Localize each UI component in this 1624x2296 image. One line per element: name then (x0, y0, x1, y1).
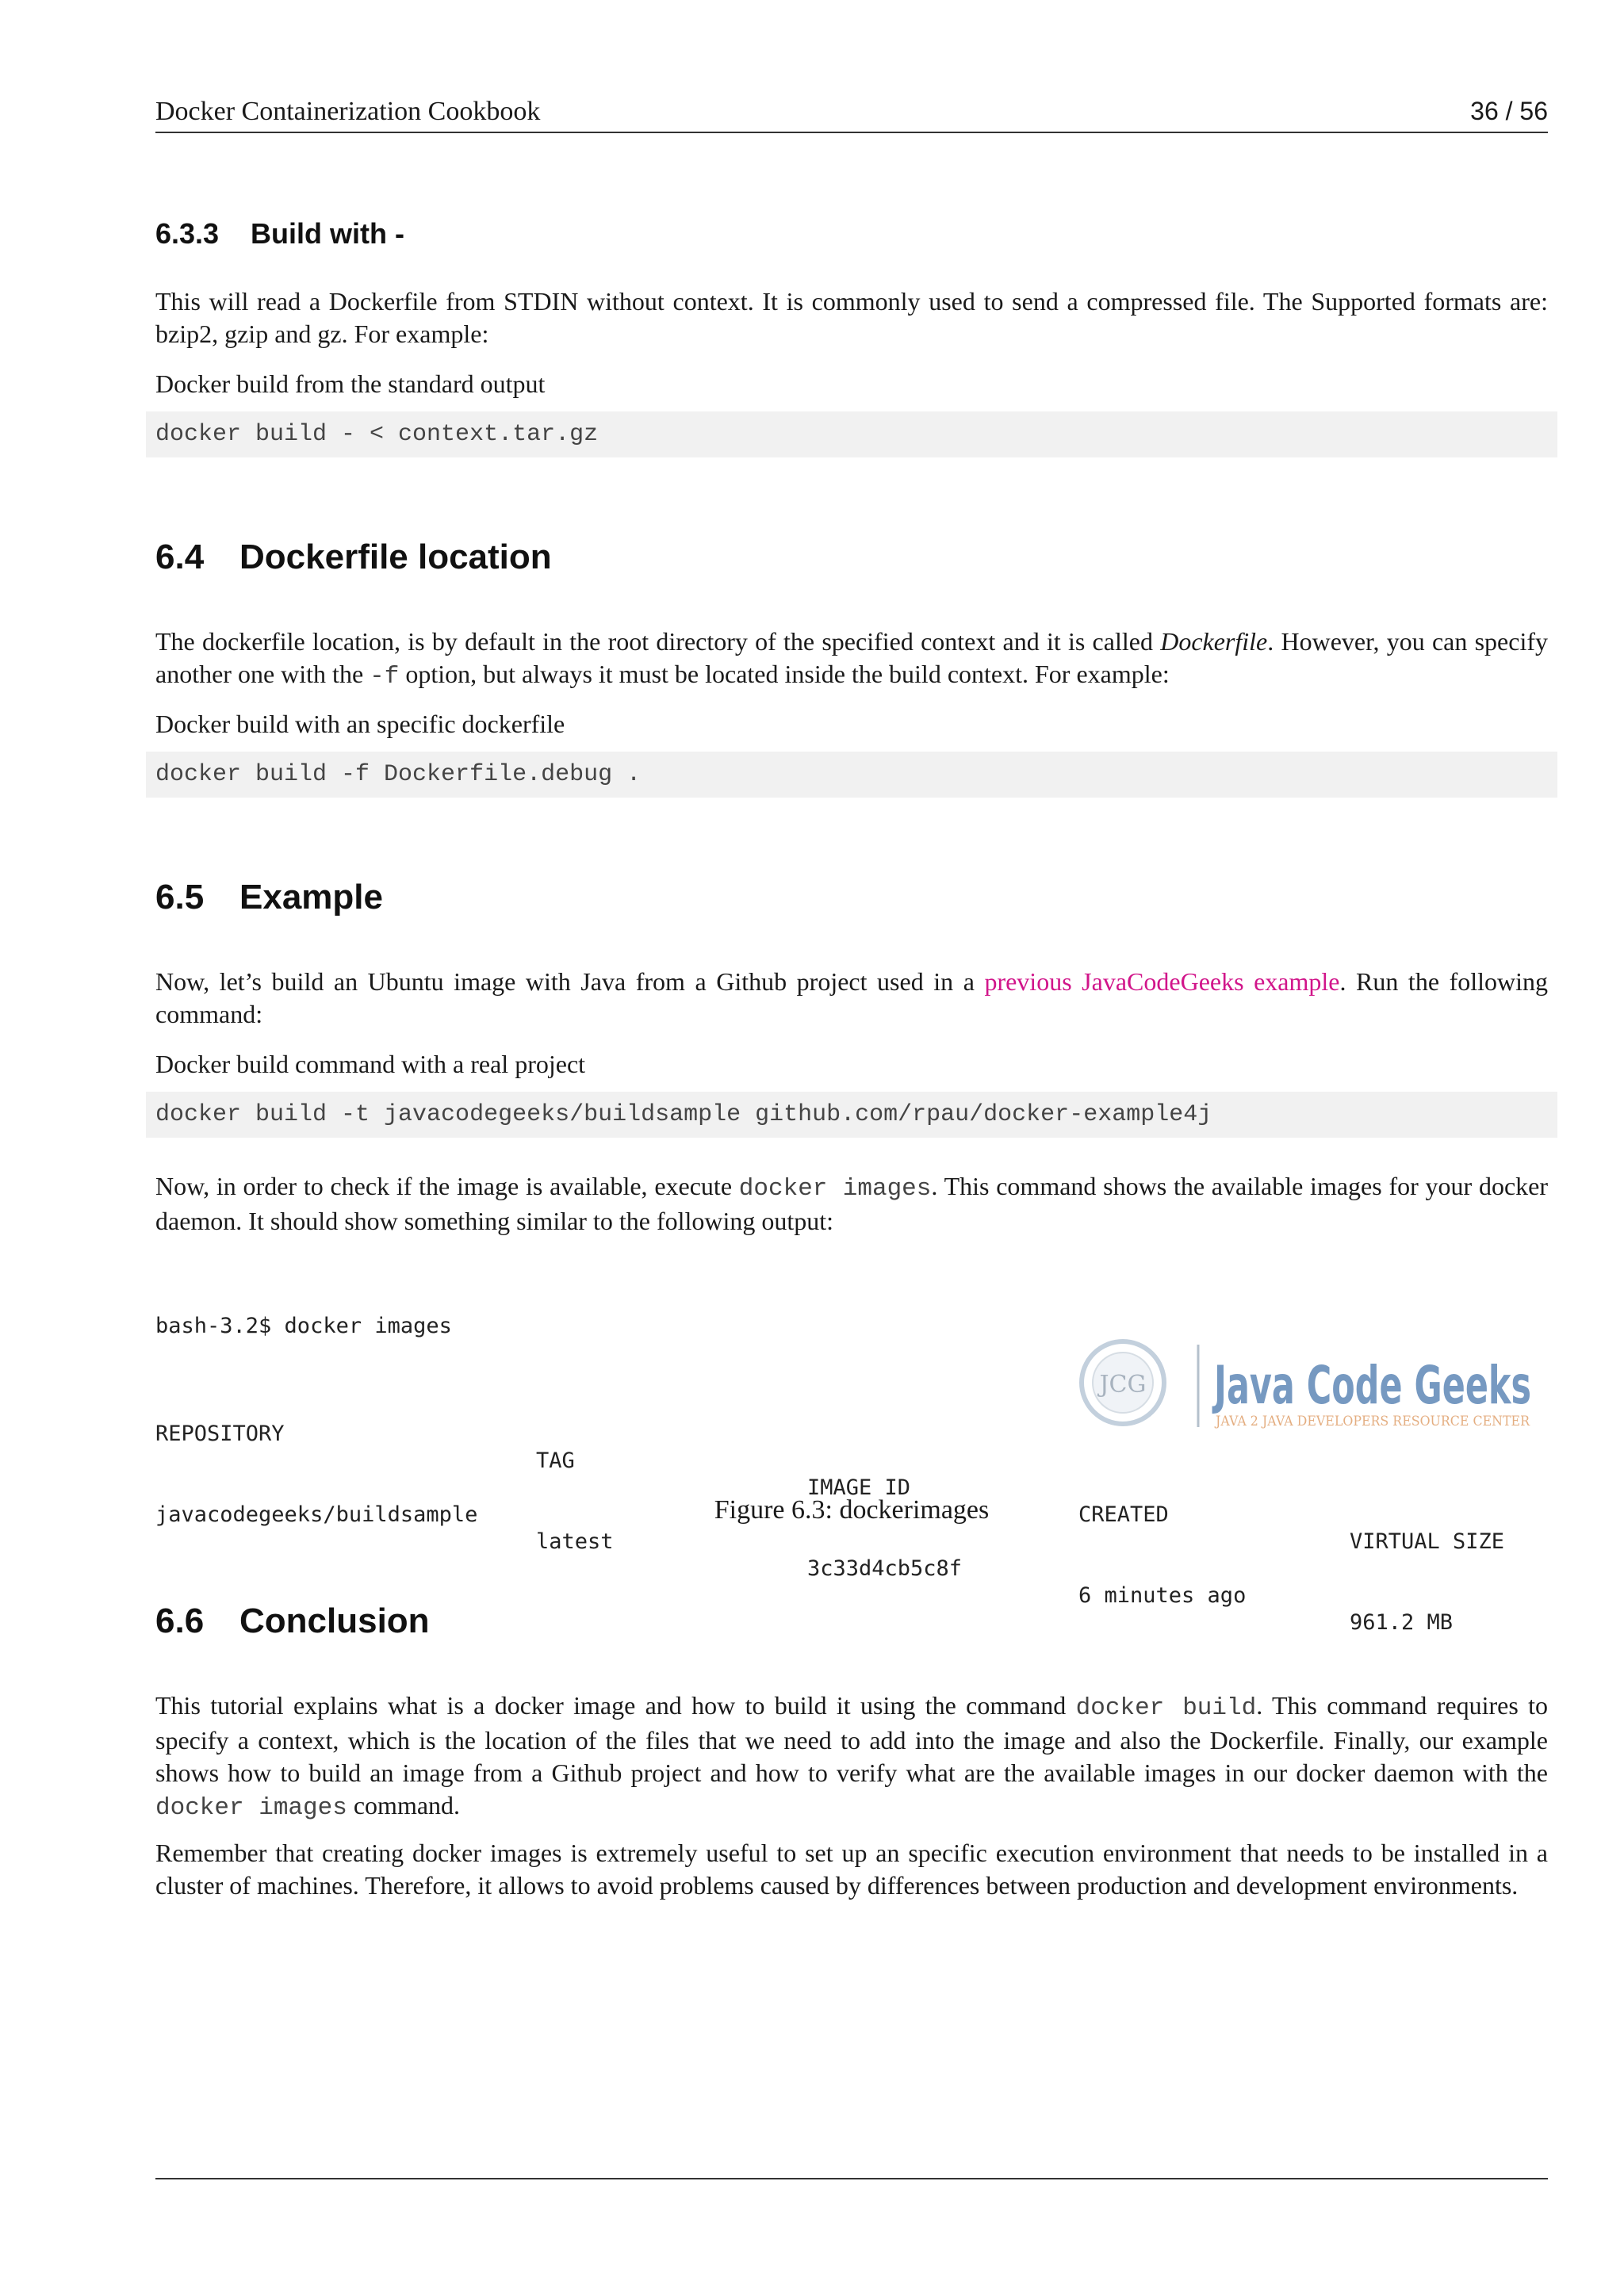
text-run: Now, in order to check if the image is available, execute (155, 1172, 739, 1200)
section-title: Build with - (251, 217, 404, 250)
section-number: 6.3.3 (155, 217, 220, 250)
column-header: CREATED (1078, 1502, 1169, 1527)
paragraph (155, 1170, 1548, 1238)
prompt-text: bash-3.2$ docker images (155, 1314, 452, 1338)
paragraph (155, 626, 1548, 693)
section-number: 6.5 (155, 878, 205, 916)
column-header: TAG (536, 1448, 575, 1473)
section-title: Conclusion (239, 1601, 430, 1640)
text-run: . This command requires to specify a context, which is the location of the files that we need to add into the image and also the Dockerfile. Finally, our example shows how to build an image from a Github project and how to verify what are the available images in our docker daemon with the (155, 1691, 1549, 1787)
code-caption: Docker build from the standard output (155, 369, 546, 398)
section-number: 6.4 (155, 538, 205, 576)
section-heading-6-3-3 (155, 217, 404, 251)
section-number: 6.6 (155, 1601, 205, 1640)
text-run: The dockerfile location, is by default in the root directory of the specified context and it is called (155, 627, 1161, 656)
section-title: Dockerfile location (239, 538, 552, 576)
text-run: command. (347, 1791, 461, 1820)
paragraph: This will read a Dockerfile from STDIN without context. It is commonly used to send a compressed file. The Supported formats are: bzip2, gzip and gz. For example: (155, 287, 1548, 348)
table-cell: 6 minutes ago (1078, 1583, 1247, 1608)
text-run: Now, let’s build an Ubuntu image with Java from a Github project used in a (155, 967, 985, 996)
document-page (155, 0, 1548, 2296)
column-header: IMAGE ID (807, 1475, 911, 1500)
code-caption: Docker build with an specific dockerfile (155, 710, 565, 738)
inline-code: docker build (1075, 1694, 1257, 1722)
text-run: . This command shows the available images for your docker daemon. It should show something similar to the following output: (155, 1172, 1549, 1235)
java-code-geeks-watermark-logo (1067, 1334, 1543, 1437)
paragraph: Remember that creating docker images is extremely useful to set up an specific execution environment that needs to be installed in a cluster of machines. Therefore, it allows to avoid problems caused by differences between production and development environments. (155, 1839, 1548, 1900)
external-link[interactable]: previous JavaCodeGeeks example (984, 967, 1340, 996)
paragraph (155, 1689, 1548, 1824)
text-run: option, but always it must be located inside the build context. For example: (399, 660, 1170, 688)
paragraph (155, 966, 1548, 1031)
column-header: REPOSITORY (155, 1422, 285, 1446)
table-cell: latest (536, 1529, 614, 1554)
code-block: docker build -f Dockerfile.debug . (146, 752, 1557, 798)
code-caption: Docker build command with a real project (155, 1050, 586, 1078)
section-heading-6-5 (155, 878, 383, 917)
table-cell: 961.2 MB (1350, 1610, 1454, 1635)
section-heading-6-6 (155, 1601, 430, 1641)
section-heading-6-4 (155, 538, 552, 577)
logo-monogram: JCG (1099, 1371, 1147, 1399)
table-cell: 3c33d4cb5c8f (807, 1556, 963, 1581)
section-title: Example (239, 878, 383, 916)
text-run: . Run the following command: (155, 967, 1549, 1028)
table-cell: javacodegeeks/buildsample (155, 1502, 478, 1527)
emphasis: Dockerfile (1160, 627, 1268, 656)
code-block: docker build - < context.tar.gz (146, 411, 1557, 457)
text-run: This tutorial explains what is a docker image and how to build it using the command (155, 1691, 1076, 1720)
footer-rule (155, 2178, 1548, 2179)
page-number: 36 / 56 (1470, 97, 1548, 125)
inline-code: docker images (738, 1175, 932, 1203)
logo-tagline: JAVA 2 JAVA DEVELOPERS RESOURCE CENTER (1214, 1414, 1531, 1429)
running-header (155, 97, 1548, 133)
code-block: docker build -t javacodegeeks/buildsample github.com/rpau/docker-example4j (146, 1092, 1557, 1138)
logo-title: Java Code Geeks (1212, 1355, 1531, 1416)
inline-code: docker images (155, 1794, 347, 1822)
text-run: . However, you can specify another one with the (155, 627, 1549, 688)
column-header: VIRTUAL SIZE (1350, 1529, 1505, 1554)
inline-code: -f (370, 663, 400, 691)
figure-caption: Figure 6.3: dockerimages (714, 1495, 990, 1525)
book-title: Docker Containerization Cookbook (155, 97, 541, 126)
